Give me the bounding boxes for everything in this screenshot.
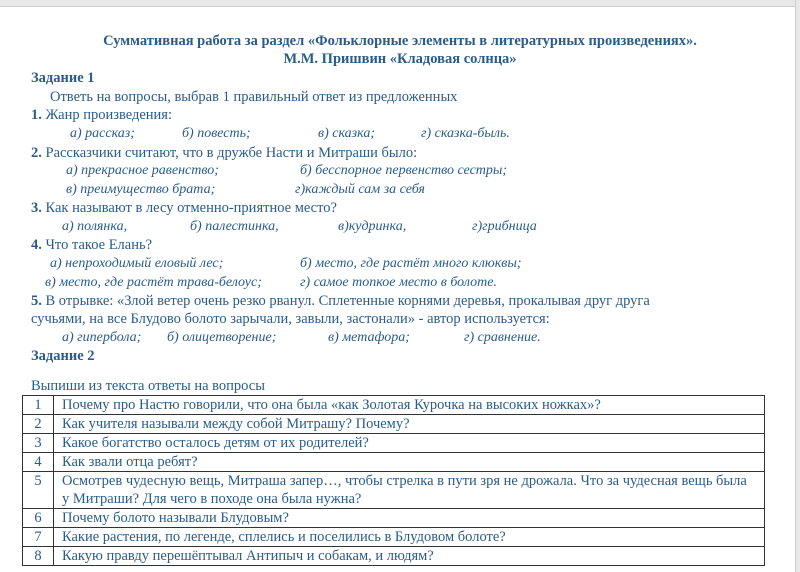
task2-heading: Задание 2 bbox=[31, 348, 95, 364]
table-row bbox=[23, 434, 765, 453]
question-5-text-line1: В отрывке: «Злой ветер очень резко рванул. Сплетенные корнями деревья, прокалывая друг друга bbox=[45, 293, 650, 309]
row-number: 4 bbox=[23, 453, 54, 472]
q4-option-d: г) самое топкое место в болоте. bbox=[300, 275, 497, 290]
q3-option-b: б) палестинка, bbox=[190, 219, 279, 234]
row-number: 7 bbox=[23, 528, 54, 547]
table-row bbox=[23, 472, 765, 509]
question-3 bbox=[31, 200, 337, 217]
q2-option-b: б) бесспорное первенство сестры; bbox=[300, 163, 508, 178]
table-row bbox=[23, 453, 765, 472]
task1-instruction: Ответь на вопросы, выбрав 1 правильный ответ из предложенных bbox=[50, 89, 458, 105]
q3-option-c: в)кудринка, bbox=[338, 219, 407, 234]
q1-option-c: в) сказка; bbox=[318, 126, 375, 141]
question-2-text: Рассказчики считают, что в дружбе Насти и Митраши было: bbox=[45, 145, 418, 161]
row-question: Почему болото называли Блудовым? bbox=[54, 509, 765, 528]
q1-option-b: б) повесть; bbox=[182, 126, 251, 141]
q2-option-a: а) прекрасное равенство; bbox=[66, 163, 219, 178]
row-number: 6 bbox=[23, 509, 54, 528]
document-title-line2: М.М. Пришвин «Кладовая солнца» bbox=[283, 51, 517, 67]
question-5-text-line2: сучьями, на все Блудово болото зарычали, завыли, застонали» - автор используется: bbox=[31, 311, 550, 327]
row-number: 2 bbox=[23, 415, 54, 434]
question-4-number: 4. bbox=[31, 237, 42, 253]
q5-option-c: в) метафора; bbox=[328, 330, 410, 345]
q4-option-c: в) место, где растёт трава-белоус; bbox=[45, 275, 262, 290]
window-right-edge bbox=[795, 0, 800, 572]
document-title-line1: Суммативная работа за раздел «Фольклорные элементы в литературных произведениях». bbox=[103, 33, 697, 49]
row-number: 3 bbox=[23, 434, 54, 453]
table-row bbox=[23, 547, 765, 566]
table-row bbox=[23, 528, 765, 547]
q4-option-a: а) непроходимый еловый лес; bbox=[50, 256, 224, 271]
q1-option-a: а) рассказ; bbox=[70, 126, 135, 141]
table-row bbox=[23, 509, 765, 528]
table-row bbox=[23, 415, 765, 434]
q4-option-b: б) место, где растёт много клюквы; bbox=[300, 256, 522, 271]
question-2 bbox=[31, 145, 417, 162]
window-top-edge bbox=[0, 0, 800, 7]
q2-option-c: в) преимущество брата; bbox=[66, 182, 216, 197]
row-question: Как звали отца ребят? bbox=[54, 453, 765, 472]
q3-option-d: г)грибница bbox=[472, 219, 537, 234]
q5-option-d: г) сравнение. bbox=[464, 330, 541, 345]
question-5-line1 bbox=[31, 293, 650, 310]
question-3-number: 3. bbox=[31, 200, 42, 216]
q2-option-d: г)каждый сам за себя bbox=[295, 182, 425, 197]
questions-table bbox=[22, 395, 765, 566]
question-5-number: 5. bbox=[31, 293, 42, 309]
row-question: Какую правду перешёптывал Антипыч и собакам, и людям? bbox=[54, 547, 765, 566]
question-1-text: Жанр произведения: bbox=[45, 107, 172, 123]
row-question: Осмотрев чудесную вещь, Митраша запер…, чтобы стрелка в пути зря не дрожала. Что за чудесная вещь была у Митраши? Для чего в походе она была нужна? bbox=[54, 472, 765, 509]
row-question: Как учителя называли между собой Митрашу? Почему? bbox=[54, 415, 765, 434]
question-1 bbox=[31, 107, 172, 124]
question-3-text: Как называют в лесу отменно-приятное место? bbox=[45, 200, 337, 216]
q3-option-a: а) полянка, bbox=[62, 219, 128, 234]
row-number: 8 bbox=[23, 547, 54, 566]
q1-option-d: г) сказка-быль. bbox=[421, 126, 510, 141]
question-1-number: 1. bbox=[31, 107, 42, 123]
row-number: 1 bbox=[23, 396, 54, 415]
task1-heading: Задание 1 bbox=[31, 70, 95, 86]
question-4-text: Что такое Елань? bbox=[45, 237, 153, 253]
row-question: Почему про Настю говорили, что она была «как Золотая Курочка на высоких ножках»? bbox=[54, 396, 765, 415]
row-question: Какое богатство осталось детям от их родителей? bbox=[54, 434, 765, 453]
q5-option-b: б) олицетворение; bbox=[167, 330, 277, 345]
row-number: 5 bbox=[23, 472, 54, 509]
row-question: Какие растения, по легенде, сплелись и поселились в Блудовом болоте? bbox=[54, 528, 765, 547]
task2-instruction: Выпиши из текста ответы на вопросы bbox=[31, 378, 265, 394]
q5-option-a: а) гипербола; bbox=[62, 330, 142, 345]
question-2-number: 2. bbox=[31, 145, 42, 161]
table-row bbox=[23, 396, 765, 415]
question-4 bbox=[31, 237, 152, 254]
